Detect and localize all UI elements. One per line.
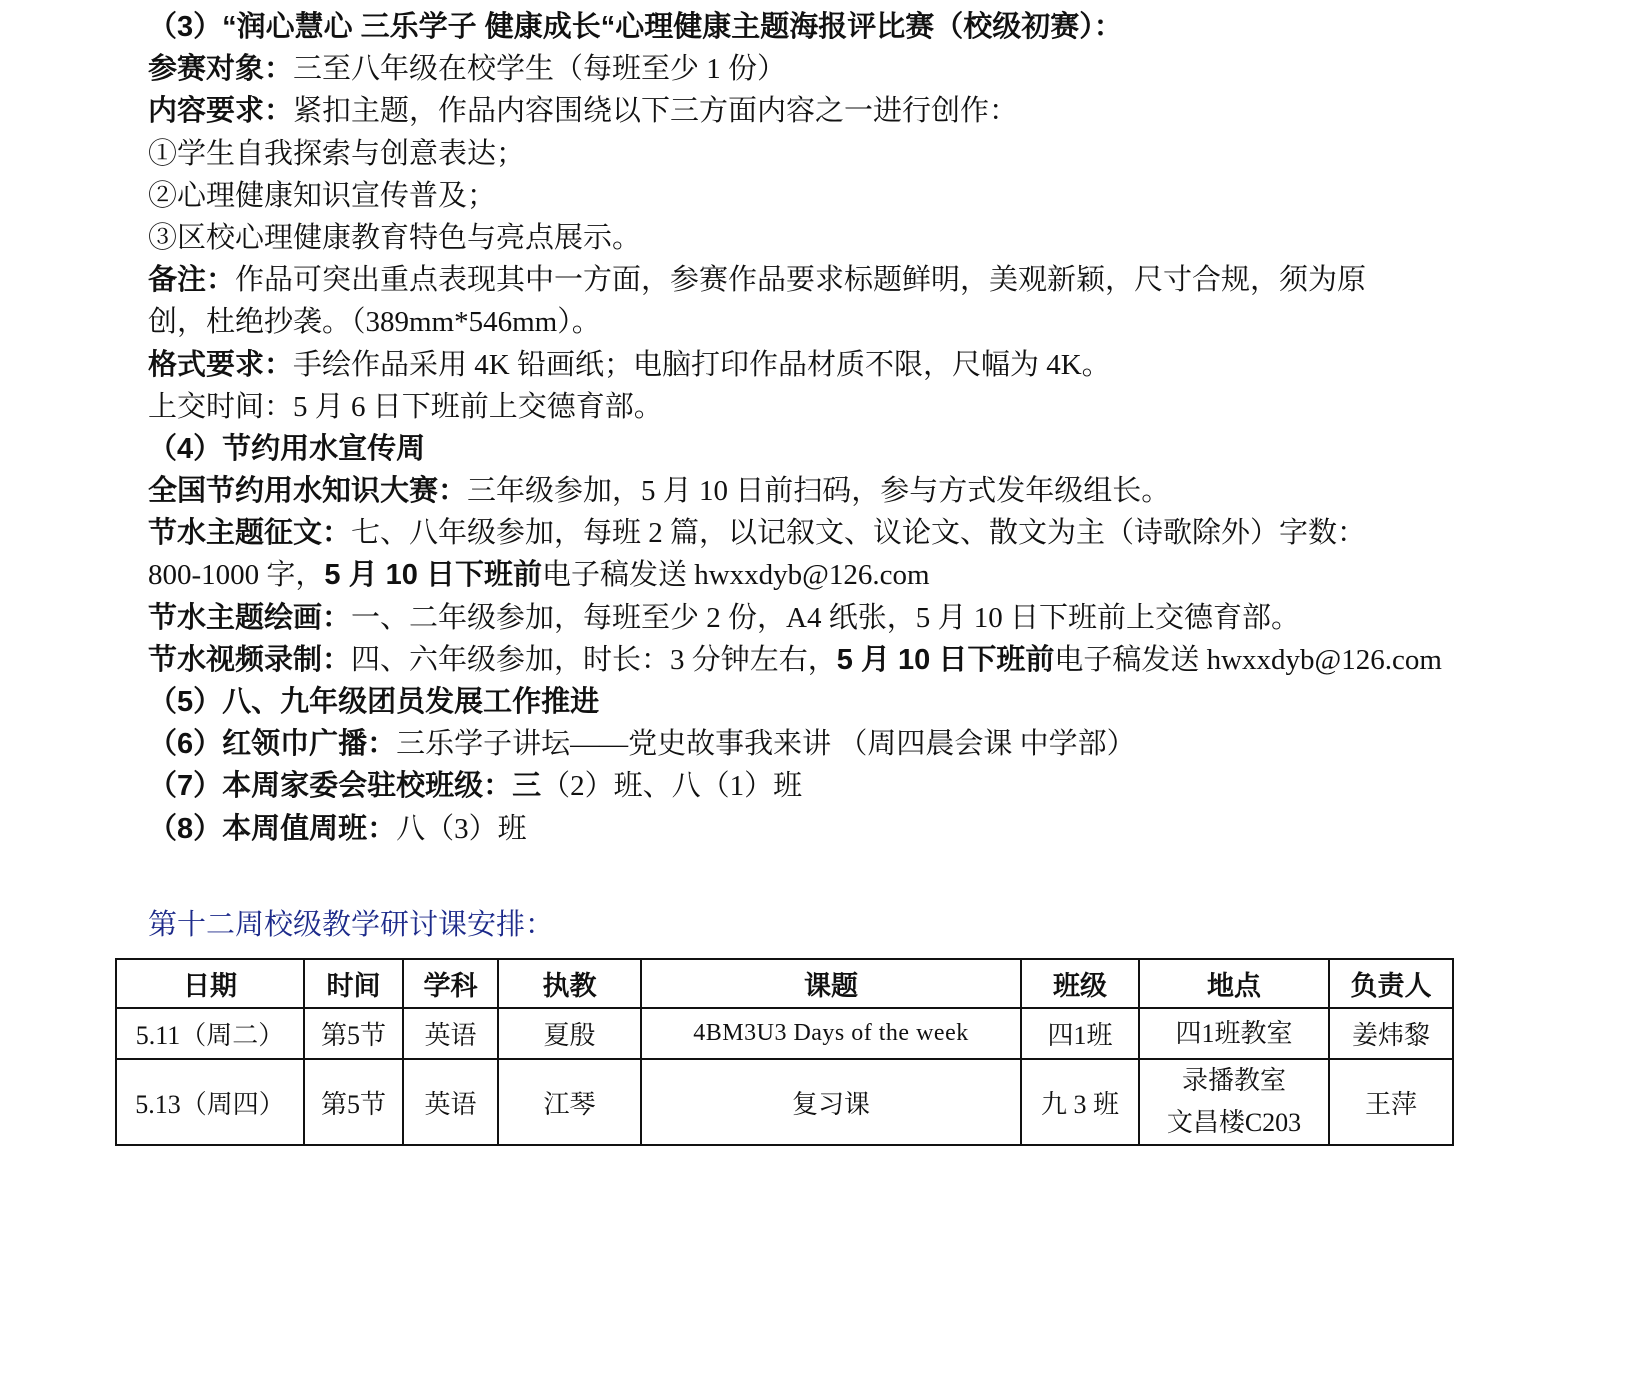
essay-text-2-start: 800-1000 字，: [148, 559, 325, 592]
item6-text: 三乐学子讲坛——党史故事我来讲 （周四晨会课 中学部）: [396, 728, 1136, 761]
cell-owner: 姜炜黎: [1329, 1008, 1453, 1059]
header-subject: 学科: [403, 959, 498, 1008]
cell-period: 第5节: [304, 1059, 403, 1145]
item6-label: （6）红领巾广播：: [148, 728, 397, 761]
cell-owner: 王萍: [1329, 1059, 1453, 1145]
theme-item-3: ③区校心理健康教育特色与亮点展示。: [148, 221, 642, 254]
note-text-2: 创，杜绝抄袭。（389mm*546mm）。: [148, 306, 601, 339]
essay-text-1: 七、八年级参加，每班 2 篇，以记叙文、议论文、散文为主（诗歌除外）字数：: [351, 517, 1367, 550]
header-class: 班级: [1021, 959, 1139, 1008]
cell-teacher: 江琴: [498, 1059, 641, 1145]
drawing-line: [148, 597, 1588, 639]
essay-line-2: [148, 554, 1588, 596]
header-teacher: 执教: [498, 959, 641, 1008]
item7-line: [148, 765, 1588, 807]
poster-contest-title: （3）“润心慧心 三乐学子 健康成长“心理健康主题海报评比赛（校级初赛）：: [148, 11, 1123, 43]
theme-item-2: ②心理健康知识宣传普及；: [148, 179, 497, 212]
video-line: [148, 639, 1588, 681]
schedule-heading: 第十二周校级教学研讨课安排：: [148, 909, 555, 941]
format-text: 手绘作品采用 4K 铅画纸；电脑打印作品材质不限，尺幅为 4K。: [293, 348, 1111, 381]
item8-text: 八（3）班: [396, 812, 527, 845]
video-text-end: 电子稿发送 hwxxdyb@126.com: [1054, 643, 1442, 676]
cell-location: [1139, 1059, 1329, 1145]
essay-label: 节水主题征文：: [148, 517, 352, 550]
requirements-label: 内容要求：: [148, 95, 294, 128]
cell-topic: 4BM3U3 Days of the week: [641, 1008, 1021, 1059]
header-date: 日期: [116, 959, 304, 1008]
format-label: 格式要求：: [148, 348, 294, 381]
header-time: 时间: [304, 959, 403, 1008]
note-line: [148, 259, 1588, 301]
cell-class: 四1班: [1021, 1008, 1139, 1059]
item5-title: （5）八、九年级团员发展工作推进: [148, 686, 600, 718]
item8-label: （8）本周值周班：: [148, 812, 397, 845]
requirements-line: [148, 90, 1588, 132]
deadline-line: 上交时间：5 月 6 日下班前上交德育部。: [148, 390, 663, 423]
note-label: 备注：: [148, 264, 236, 297]
cell-location-line: 四1班教室: [1175, 1018, 1293, 1048]
essay-deadline: 5 月 10 日下班前: [324, 559, 542, 592]
drawing-label: 节水主题绘画：: [148, 601, 352, 634]
note-text-1: 作品可突出重点表现其中一方面，参赛作品要求标题鲜明，美观新颖，尺寸合规，须为原: [235, 264, 1367, 297]
participants-line: [148, 48, 1588, 90]
cell-class: 九 3 班: [1021, 1059, 1139, 1145]
document-body: [148, 6, 1588, 850]
quiz-text: 三年级参加，5 月 10 日前扫码，参与方式发年级组长。: [467, 475, 1171, 508]
theme-item-1: ①学生自我探索与创意表达；: [148, 137, 526, 170]
header-owner: 负责人: [1329, 959, 1453, 1008]
cell-location-line-2: 文昌楼C203: [1166, 1108, 1302, 1137]
cell-date: 5.13（周四）: [116, 1059, 304, 1145]
item7-text: （2）班、八（1）班: [541, 770, 803, 803]
quiz-line: [148, 470, 1588, 512]
video-deadline: 5 月 10 日下班前: [836, 643, 1055, 676]
table-header-row: [116, 959, 1453, 1008]
table-row: [116, 1059, 1453, 1145]
cell-location: [1139, 1008, 1329, 1059]
item6-line: [148, 723, 1588, 765]
cell-subject: 英语: [403, 1059, 498, 1145]
cell-topic: 复习课: [641, 1059, 1021, 1145]
requirements-text: 紧扣主题，作品内容围绕以下三方面内容之一进行创作：: [293, 95, 1019, 128]
header-location: 地点: [1139, 959, 1329, 1008]
cell-date: 5.11（周二）: [116, 1008, 304, 1059]
cell-subject: 英语: [403, 1008, 498, 1059]
format-line: [148, 344, 1588, 386]
essay-line: [148, 512, 1588, 554]
header-topic: 课题: [641, 959, 1021, 1008]
participants-text: 三至八年级在校学生（每班至少 1 份）: [293, 53, 787, 86]
video-label: 节水视频录制：: [148, 643, 352, 676]
schedule-table: [115, 958, 1454, 1146]
participants-label: 参赛对象：: [148, 53, 294, 86]
cell-teacher: 夏殷: [498, 1008, 641, 1059]
quiz-label: 全国节约用水知识大赛：: [148, 475, 468, 508]
drawing-text: 一、二年级参加，每班至少 2 份，A4 纸张，5 月 10 日下班前上交德育部。: [351, 601, 1300, 634]
essay-text-2-end: 电子稿发送 hwxxdyb@126.com: [541, 559, 930, 592]
table-row: [116, 1008, 1453, 1059]
cell-location-line-1: 录播教室: [1181, 1066, 1286, 1095]
water-week-title: （4）节约用水宣传周: [148, 432, 426, 465]
item8-line: [148, 808, 1588, 850]
item7-label: （7）本周家委会驻校班级：三: [148, 770, 542, 803]
video-text: 四、六年级参加，时长：3 分钟左右，: [351, 643, 837, 676]
cell-period: 第5节: [304, 1008, 403, 1059]
